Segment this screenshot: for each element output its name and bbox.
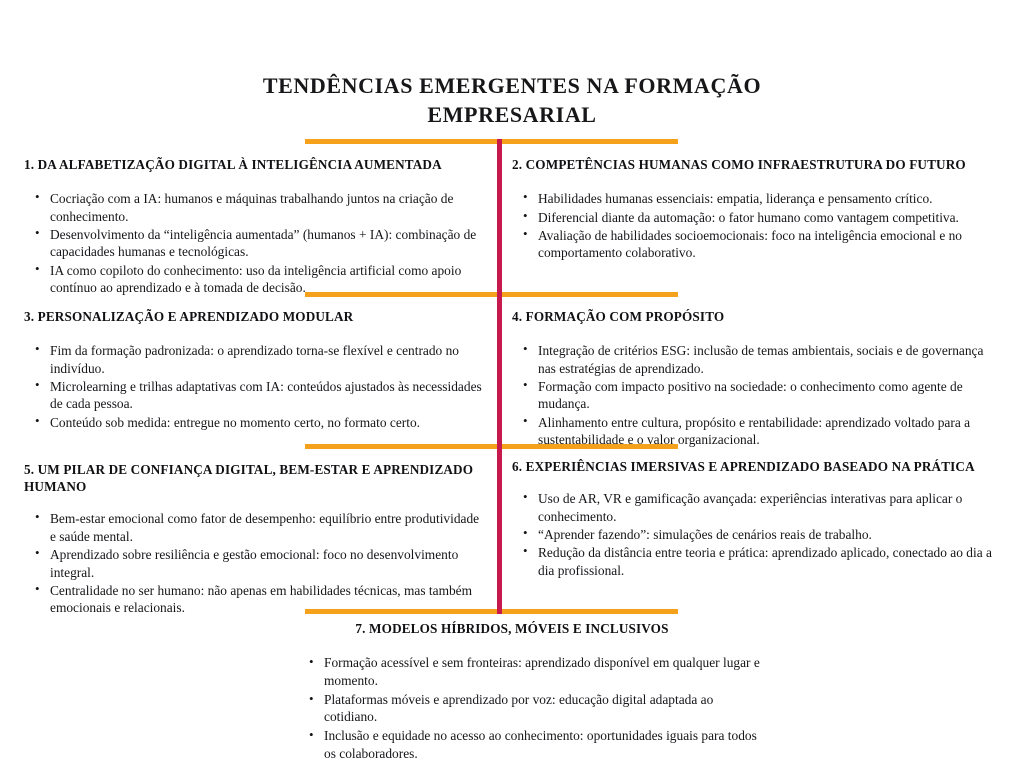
vertical-divider xyxy=(497,139,502,614)
section-4-heading: 4. FORMAÇÃO COM PROPÓSITO xyxy=(512,309,725,324)
list-item: • Cocriação com a IA: humanos e máquinas trabalhando juntos na criação de conhecimento. xyxy=(50,190,486,225)
list-item: • Aprendizado sobre resiliência e gestão emocional: foco no desenvolvimento integral. xyxy=(50,546,486,581)
section-7-bullets-wrapper xyxy=(0,654,768,762)
list-item: • Inclusão e equidade no acesso ao conhecimento: oportunidades iguais para todos os colaboradores. xyxy=(324,727,768,762)
list-item: • Bem-estar emocional como fator de desempenho: equilíbrio entre produtividade e saúde mental. xyxy=(50,510,486,545)
section-5-bullet-list xyxy=(24,510,486,617)
list-item: • Conteúdo sob medida: entregue no momento certo, no formato certo. xyxy=(50,414,486,431)
list-item: • Desenvolvimento da “inteligência aumentada” (humanos + IA): combinação de capacidades humanas e tecnológicas. xyxy=(50,226,486,261)
section-3-heading: 3. PERSONALIZAÇÃO E APRENDIZADO MODULAR xyxy=(24,309,354,324)
list-item: • Habilidades humanas essenciais: empatia, liderança e pensamento crítico. xyxy=(538,190,1004,207)
list-item: • “Aprender fazendo”: simulações de cenários reais de trabalho. xyxy=(538,526,1004,543)
section-3 xyxy=(24,308,486,432)
horizontal-divider-1 xyxy=(305,139,678,144)
list-item: • Microlearning e trilhas adaptativas com IA: conteúdos ajustados às necessidades de cada pessoa. xyxy=(50,378,486,413)
list-item: • Alinhamento entre cultura, propósito e rentabilidade: aprendizado voltado para a sustentabilidade e o valor organizacional. xyxy=(538,414,1004,449)
list-item: • Formação acessível e sem fronteiras: aprendizado disponível em qualquer lugar e momento. xyxy=(324,654,768,689)
section-6-heading: 6. EXPERIÊNCIAS IMERSIVAS E APRENDIZADO BASEADO NA PRÁTICA xyxy=(512,459,975,474)
section-2-heading: 2. COMPETÊNCIAS HUMANAS COMO INFRAESTRUTURA DO FUTURO xyxy=(512,157,966,172)
list-item: • Plataformas móveis e aprendizado por voz: educação digital adaptada ao cotidiano. xyxy=(324,691,768,726)
section-5-heading: 5. UM PILAR DE CONFIANÇA DIGITAL, BEM-ESTAR E APRENDIZADO HUMANO xyxy=(24,462,474,495)
list-item: • Fim da formação padronizada: o aprendizado torna-se flexível e centrado no indivíduo. xyxy=(50,342,486,377)
section-2 xyxy=(512,156,1004,263)
list-item: • Formação com impacto positivo na sociedade: o conhecimento como agente de mudança. xyxy=(538,378,1004,413)
section-1-heading: 1. DA ALFABETIZAÇÃO DIGITAL À INTELIGÊNCIA AUMENTADA xyxy=(24,157,442,172)
section-7-heading: 7. MODELOS HÍBRIDOS, MÓVEIS E INCLUSIVOS xyxy=(355,621,669,636)
list-item: • Uso de AR, VR e gamificação avançada: experiências interativas para aplicar o conhecimento. xyxy=(538,490,1004,525)
list-item: • Centralidade no ser humano: não apenas em habilidades técnicas, mas também emocionais e relacionais. xyxy=(50,582,486,617)
section-1-bullet-list xyxy=(24,190,486,297)
section-4-bullet-list xyxy=(512,342,1004,449)
section-2-bullet-list xyxy=(512,190,1004,262)
section-6-bullet-list xyxy=(512,490,1004,579)
page-title: TENDÊNCIAS EMERGENTES NA FORMAÇÃO EMPRESARIAL xyxy=(262,72,762,127)
list-item: • Diferencial diante da automação: o fator humano como vantagem competitiva. xyxy=(538,209,1004,226)
section-4 xyxy=(512,308,1004,450)
list-item: • Redução da distância entre teoria e prática: aprendizado aplicado, conectado ao dia a dia profissional. xyxy=(538,544,1004,579)
section-7 xyxy=(0,620,1024,763)
section-3-bullet-list xyxy=(24,342,486,431)
section-6 xyxy=(512,458,1004,580)
list-item: • Integração de critérios ESG: inclusão de temas ambientais, sociais e de governança nas estratégias de aprendizado. xyxy=(538,342,1004,377)
list-item: • Avaliação de habilidades socioemocionais: foco na inteligência emocional e no comportamento colaborativo. xyxy=(538,227,1004,262)
section-7-bullet-list xyxy=(298,654,768,762)
section-1 xyxy=(24,156,486,298)
list-item: • IA como copiloto do conhecimento: uso da inteligência artificial como apoio contínuo ao aprendizado e à tomada de decisão. xyxy=(50,262,486,297)
section-5 xyxy=(24,461,486,618)
